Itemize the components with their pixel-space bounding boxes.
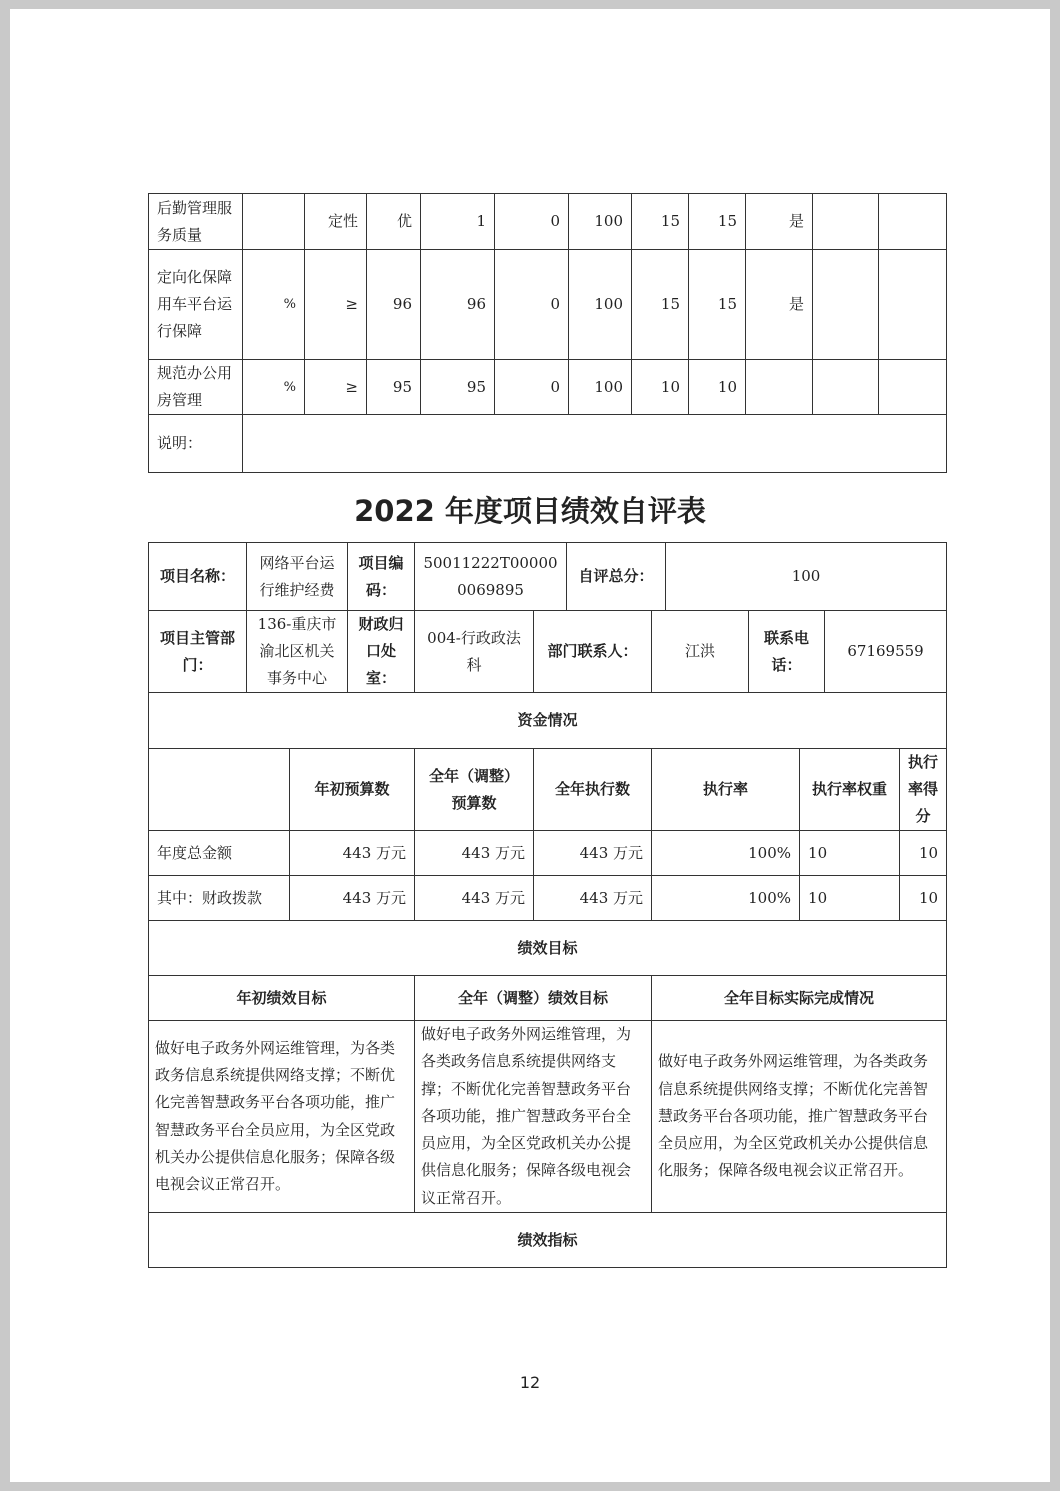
indicator-target: 优 [367, 194, 421, 250]
goals-header-row [149, 976, 947, 1021]
funds-rate: 100% [652, 876, 800, 921]
funds-adjusted: 443 万元 [415, 876, 534, 921]
funds-row [149, 831, 947, 876]
indicator-name: 定向化保障用车平台运行保障 [149, 250, 243, 360]
finance-office: 004-行政政法科 [415, 611, 534, 693]
indicator-operator: ≥ [305, 360, 367, 415]
funds-rate: 100% [652, 831, 800, 876]
self-score-label: 自评总分： [567, 543, 666, 611]
goals-header-adjusted: 全年（调整）绩效目标 [415, 976, 652, 1021]
indicator-cell: 0 [495, 360, 569, 415]
indicator-unit [243, 194, 305, 250]
note-label: 说明： [149, 415, 243, 473]
indicator-cell: 15 [632, 250, 689, 360]
indicator-cell: 0 [495, 250, 569, 360]
funds-header-blank [149, 749, 290, 831]
indicator-completed: 是 [746, 194, 813, 250]
funds-header-score: 执行率得分 [900, 749, 947, 831]
self-score: 100 [666, 543, 947, 611]
indicator-actual: 95 [421, 360, 495, 415]
goal-initial-text: 做好电子政务外网运维管理，为各类政务信息系统提供网络支撑；不断优化完善智慧政务平台各项功能，推广智慧政务平台全员应用，为全区党政机关办公提供信息化服务；保障各级电视会议正常召开。 [149, 1021, 415, 1213]
funds-executed: 443 万元 [534, 831, 652, 876]
indicator-operator: 定性 [305, 194, 367, 250]
indicator-name: 后勤管理服务质量 [149, 194, 243, 250]
goal-actual-text: 做好电子政务外网运维管理，为各类政务信息系统提供网络支撑；不断优化完善智慧政务平台各项功能，推广智慧政务平台全员应用，为全区党政机关办公提供信息化服务；保障各级电视会议正常召开。 [652, 1021, 947, 1213]
indicator-target: 96 [367, 250, 421, 360]
goals-section-heading: 绩效目标 [149, 921, 947, 976]
indicators-section-heading: 绩效指标 [149, 1213, 947, 1268]
funds-row-label: 其中：财政拨款 [149, 876, 290, 921]
funds-row-label: 年度总金额 [149, 831, 290, 876]
indicator-cell: 10 [632, 360, 689, 415]
funds-score: 10 [900, 876, 947, 921]
contact-person: 江洪 [652, 611, 749, 693]
phone: 67169559 [825, 611, 947, 693]
phone-label: 联系电话： [749, 611, 825, 693]
indicator-actual: 96 [421, 250, 495, 360]
project-name: 网络平台运行维护经费 [247, 543, 348, 611]
indicator-cell [813, 250, 879, 360]
evaluation-form-table [148, 542, 947, 1268]
indicator-cell: 100 [569, 360, 632, 415]
indicators-section-row [149, 1213, 947, 1268]
note-value [243, 415, 947, 473]
indicator-unit: % [243, 250, 305, 360]
indicator-cell: 100 [569, 194, 632, 250]
goals-text-row [149, 1021, 947, 1213]
indicator-actual: 1 [421, 194, 495, 250]
funds-weight: 10 [800, 876, 900, 921]
indicator-name: 规范办公用房管理 [149, 360, 243, 415]
department: 136-重庆市渝北区机关事务中心 [247, 611, 348, 693]
indicator-unit: % [243, 360, 305, 415]
indicator-cell: 15 [689, 250, 746, 360]
contact-person-label: 部门联系人： [534, 611, 652, 693]
funds-row [149, 876, 947, 921]
indicator-cell [879, 194, 947, 250]
indicator-cell [879, 360, 947, 415]
goals-header-initial: 年初绩效目标 [149, 976, 415, 1021]
funds-header-weight: 执行率权重 [800, 749, 900, 831]
indicator-cell: 10 [689, 360, 746, 415]
indicator-cell [813, 360, 879, 415]
goals-header-actual: 全年目标实际完成情况 [652, 976, 947, 1021]
indicator-row [149, 360, 947, 415]
project-code-label: 项目编码： [348, 543, 415, 611]
indicator-cell [813, 194, 879, 250]
project-code: 50011222T000000069895 [415, 543, 567, 611]
department-label: 项目主管部门： [149, 611, 247, 693]
goal-adjusted-text: 做好电子政务外网运维管理，为各类政务信息系统提供网络支撑；不断优化完善智慧政务平台各项功能，推广智慧政务平台全员应用，为全区党政机关办公提供信息化服务；保障各级电视会议正常召开。 [415, 1021, 652, 1213]
indicator-row [149, 194, 947, 250]
funds-weight: 10 [800, 831, 900, 876]
funds-header-row [149, 749, 947, 831]
indicator-row [149, 250, 947, 360]
funds-executed: 443 万元 [534, 876, 652, 921]
project-info-row [149, 543, 947, 611]
indicator-cell: 15 [632, 194, 689, 250]
indicator-completed: 是 [746, 250, 813, 360]
funds-header-executed: 全年执行数 [534, 749, 652, 831]
indicator-operator: ≥ [305, 250, 367, 360]
form-title: 2022 年度项目绩效自评表 [354, 494, 706, 528]
indicator-cell: 0 [495, 194, 569, 250]
funds-score: 10 [900, 831, 947, 876]
indicator-cell: 15 [689, 194, 746, 250]
funds-adjusted: 443 万元 [415, 831, 534, 876]
funds-section-heading: 资金情况 [149, 693, 947, 749]
indicator-target: 95 [367, 360, 421, 415]
department-info-row [149, 611, 947, 693]
funds-section-row [149, 693, 947, 749]
funds-header-adjusted: 全年（调整）预算数 [415, 749, 534, 831]
finance-office-label: 财政归口处室： [348, 611, 415, 693]
funds-initial: 443 万元 [290, 831, 415, 876]
funds-initial: 443 万元 [290, 876, 415, 921]
indicator-continuation-table [148, 193, 947, 473]
indicator-cell: 100 [569, 250, 632, 360]
funds-header-initial: 年初预算数 [290, 749, 415, 831]
indicator-cell [879, 250, 947, 360]
funds-header-rate: 执行率 [652, 749, 800, 831]
indicator-completed [746, 360, 813, 415]
page-number: 12 [519, 1373, 541, 1392]
document-page [10, 9, 1050, 1482]
project-name-label: 项目名称： [149, 543, 247, 611]
goals-section-row [149, 921, 947, 976]
note-row [149, 415, 947, 473]
